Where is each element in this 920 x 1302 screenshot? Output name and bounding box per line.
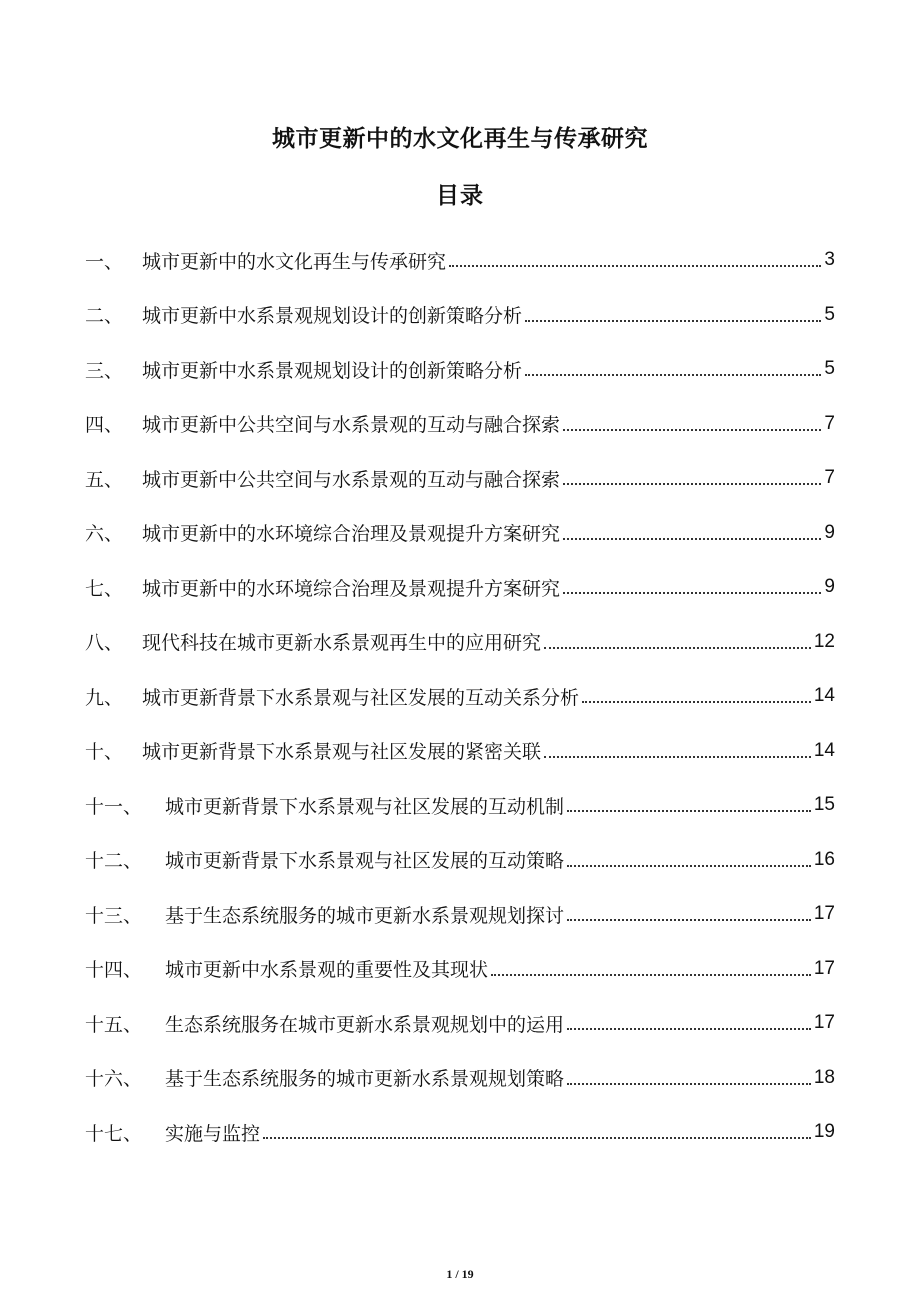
- toc-dot-leader: [544, 756, 811, 758]
- toc-entry[interactable]: [85, 833, 835, 888]
- toc-dot-leader: [544, 647, 811, 649]
- toc-dot-leader: [563, 429, 821, 431]
- toc-entry[interactable]: [85, 342, 835, 397]
- toc-entry-number: 十一、: [85, 795, 143, 818]
- toc-entry-label: 城市更新中水系景观规划设计的创新策略分析: [142, 359, 523, 382]
- toc-dot-leader: [567, 810, 811, 812]
- toc-entry-page: 7: [824, 467, 835, 489]
- toc-entry-number: 七、: [85, 577, 124, 600]
- toc-entry-label: 城市更新背景下水系景观与社区发展的互动机制: [165, 795, 565, 818]
- toc-dot-leader: [263, 1137, 811, 1139]
- toc-entry-page: 12: [813, 630, 835, 652]
- toc-entry-number: 十二、: [85, 850, 143, 873]
- toc-entry[interactable]: [85, 669, 835, 724]
- toc-entry-label: 城市更新中公共空间与水系景观的互动与融合探索: [142, 468, 561, 491]
- toc-entry-label: 城市更新背景下水系景观与社区发展的互动关系分析: [142, 686, 580, 709]
- toc-entry-label: 城市更新中的水环境综合治理及景观提升方案研究: [142, 577, 561, 600]
- toc-entry-number: 五、: [85, 468, 124, 491]
- toc-entry-number: 四、: [85, 414, 124, 437]
- toc-entry-number: 十六、: [85, 1068, 143, 1091]
- toc-dot-leader: [563, 483, 821, 485]
- toc-entry-label: 城市更新中的水环境综合治理及景观提升方案研究: [142, 523, 561, 546]
- toc-entry-number: 十三、: [85, 904, 143, 927]
- document-title: 城市更新中的水文化再生与传承研究: [272, 126, 648, 152]
- toc-entry[interactable]: [85, 724, 835, 779]
- toc-dot-leader: [567, 1083, 811, 1085]
- toc-entry-page: 17: [813, 1012, 835, 1034]
- toc-entry[interactable]: [85, 887, 835, 942]
- toc-entry-page: 9: [824, 521, 835, 543]
- toc-entry-label: 城市更新中的水文化再生与传承研究: [142, 250, 447, 273]
- toc-entry-label: 城市更新背景下水系景观与社区发展的互动策略: [165, 850, 565, 873]
- toc-dot-leader: [563, 538, 821, 540]
- page-number-footer: 1 / 19: [446, 1267, 474, 1281]
- toc-dot-leader: [449, 265, 821, 267]
- toc-dot-leader: [525, 320, 821, 322]
- toc-entry-page: 3: [824, 249, 835, 271]
- toc-entry-label: 实施与监控: [165, 1122, 261, 1145]
- toc-dot-leader: [567, 865, 811, 867]
- toc-entry-page: 17: [813, 957, 835, 979]
- toc-entry[interactable]: [85, 1051, 835, 1106]
- toc-entry-label: 城市更新中水系景观的重要性及其现状: [165, 959, 489, 982]
- toc-entry-page: 14: [813, 739, 835, 761]
- toc-entry-page: 18: [813, 1066, 835, 1088]
- toc-dot-leader: [525, 374, 821, 376]
- toc-heading: 目录: [436, 183, 484, 209]
- table-of-contents: [85, 233, 835, 1160]
- toc-entry-label: 基于生态系统服务的城市更新水系景观规划探讨: [165, 904, 565, 927]
- toc-entry-page: 9: [824, 576, 835, 598]
- toc-entry-page: 15: [813, 794, 835, 816]
- toc-entry[interactable]: [85, 451, 835, 506]
- toc-entry-page: 5: [824, 358, 835, 380]
- toc-entry-number: 六、: [85, 523, 124, 546]
- toc-dot-leader: [563, 592, 821, 594]
- toc-entry-number: 二、: [85, 305, 124, 328]
- toc-entry-number: 十四、: [85, 959, 143, 982]
- toc-entry-label: 城市更新中水系景观规划设计的创新策略分析: [142, 305, 523, 328]
- toc-dot-leader: [567, 919, 811, 921]
- toc-entry-label: 生态系统服务在城市更新水系景观规划中的运用: [165, 1013, 565, 1036]
- toc-entry-number: 八、: [85, 632, 124, 655]
- toc-entry-number: 十七、: [85, 1122, 143, 1145]
- toc-entry-page: 7: [824, 412, 835, 434]
- toc-entry[interactable]: [85, 506, 835, 561]
- toc-entry-page: 16: [813, 848, 835, 870]
- toc-entry-number: 十、: [85, 741, 124, 764]
- toc-entry[interactable]: [85, 615, 835, 670]
- toc-entry[interactable]: [85, 560, 835, 615]
- toc-entry-page: 5: [824, 303, 835, 325]
- toc-entry[interactable]: [85, 942, 835, 997]
- toc-entry-page: 17: [813, 903, 835, 925]
- toc-entry-number: 十五、: [85, 1013, 143, 1036]
- toc-entry[interactable]: [85, 996, 835, 1051]
- toc-entry-number: 九、: [85, 686, 124, 709]
- toc-entry-label: 现代科技在城市更新水系景观再生中的应用研究: [142, 632, 542, 655]
- toc-entry[interactable]: [85, 397, 835, 452]
- toc-entry[interactable]: [85, 233, 835, 288]
- toc-entry-number: 一、: [85, 250, 124, 273]
- toc-entry[interactable]: [85, 1105, 835, 1160]
- toc-dot-leader: [567, 1028, 811, 1030]
- toc-entry-number: 三、: [85, 359, 124, 382]
- toc-entry-page: 14: [813, 685, 835, 707]
- toc-entry-page: 19: [813, 1121, 835, 1143]
- toc-dot-leader: [491, 974, 811, 976]
- toc-entry-label: 基于生态系统服务的城市更新水系景观规划策略: [165, 1068, 565, 1091]
- toc-dot-leader: [582, 701, 811, 703]
- toc-entry[interactable]: [85, 288, 835, 343]
- toc-entry[interactable]: [85, 778, 835, 833]
- toc-entry-label: 城市更新背景下水系景观与社区发展的紧密关联: [142, 741, 542, 764]
- toc-entry-label: 城市更新中公共空间与水系景观的互动与融合探索: [142, 414, 561, 437]
